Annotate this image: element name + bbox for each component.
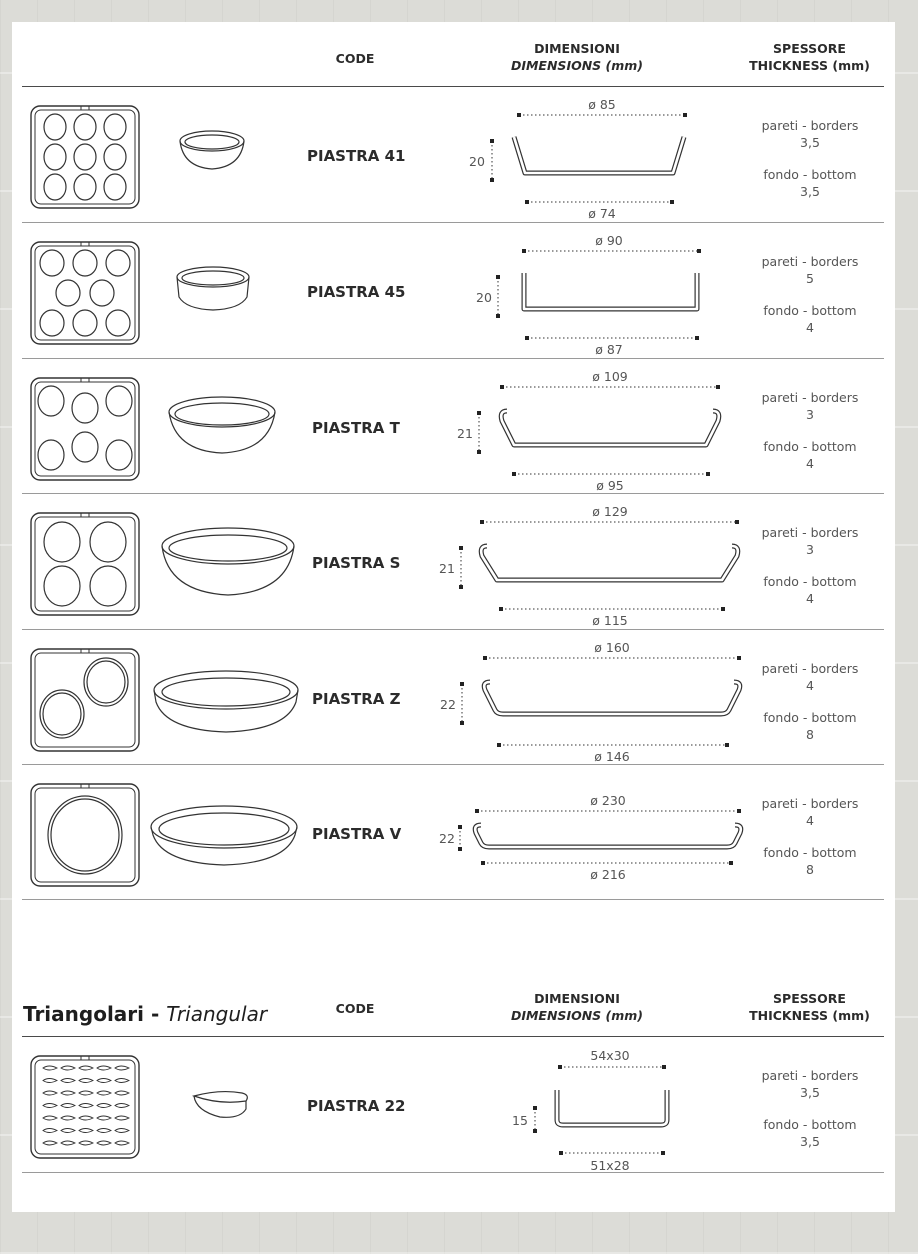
table-header-triangular	[12, 972, 895, 1038]
tart-shell-icon	[167, 395, 277, 457]
top-diameter: ø 85	[588, 97, 616, 112]
borders-label: pareti - borders	[761, 796, 859, 811]
borders-label: pareti - borders	[761, 118, 859, 133]
tart-ring-icon	[149, 803, 299, 871]
thickness-borders	[740, 389, 880, 423]
row-divider	[22, 1172, 884, 1173]
table-row	[12, 630, 895, 765]
table-row	[12, 1037, 895, 1172]
bottom-diameter: ø 74	[588, 206, 616, 221]
tart-shell-icon	[160, 526, 296, 598]
bottom-label: fondo - bottom	[763, 167, 857, 182]
tart-ring-icon	[152, 668, 300, 738]
cross-section-diagram	[467, 231, 727, 356]
product-code: PIASTRA V	[312, 825, 402, 843]
borders-value: 3	[806, 407, 814, 422]
mold-plate-7-icon	[30, 377, 140, 481]
teardrop-cavity-icon	[61, 1104, 75, 1108]
thickness-borders	[740, 253, 880, 287]
thickness-borders	[740, 660, 880, 694]
teardrop-cavity-icon	[79, 1104, 93, 1108]
bottom-label: fondo - bottom	[763, 439, 857, 454]
bottom-label: fondo - bottom	[763, 574, 857, 589]
header-thickness-en: THICKNESS (mm)	[749, 58, 870, 73]
teardrop-cavity-icon	[61, 1091, 75, 1095]
header-thickness	[737, 990, 882, 1024]
teardrop-cavity-icon	[43, 1091, 57, 1095]
header-dimensions	[492, 40, 662, 74]
header-dimensions	[492, 990, 662, 1024]
height-value: 22	[439, 831, 455, 846]
header-thickness-it: SPESSORE	[773, 991, 846, 1006]
teardrop-cavity-icon	[43, 1104, 57, 1108]
table-row	[12, 765, 895, 900]
bottom-label: fondo - bottom	[763, 845, 857, 860]
product-code: PIASTRA Z	[312, 690, 401, 708]
borders-value: 3,5	[800, 135, 820, 150]
section-title	[23, 1002, 267, 1026]
thickness-bottom	[740, 844, 880, 878]
mold-plate-9-icon	[30, 105, 140, 209]
bottom-diameter: ø 95	[596, 478, 624, 493]
thickness-bottom	[740, 709, 880, 743]
table-header	[12, 22, 895, 88]
bottom-label: fondo - bottom	[763, 710, 857, 725]
borders-value: 4	[806, 813, 814, 828]
teardrop-cavity-icon	[79, 1116, 93, 1120]
header-dimensions-it: DIMENSIONI	[534, 991, 620, 1006]
teardrop-cavity-icon	[61, 1079, 75, 1083]
mold-plate-4-icon	[30, 512, 140, 616]
mold-plate-8-icon	[30, 241, 140, 345]
top-diameter: ø 129	[592, 504, 628, 519]
mold-plate-2-icon	[30, 648, 140, 752]
top-diameter: ø 90	[595, 233, 623, 248]
bottom-label: fondo - bottom	[763, 303, 857, 318]
cross-section-diagram	[497, 1045, 697, 1173]
height-value: 20	[476, 290, 492, 305]
height-value: 20	[469, 154, 485, 169]
borders-value: 3,5	[800, 1085, 820, 1100]
teardrop-cavity-icon	[43, 1079, 57, 1083]
thickness-borders	[740, 524, 880, 558]
height-value: 15	[512, 1113, 528, 1128]
teardrop-cavity-icon	[97, 1091, 111, 1095]
borders-value: 4	[806, 678, 814, 693]
bottom-dimension: 51x28	[590, 1158, 630, 1173]
teardrop-cavity-icon	[115, 1129, 129, 1133]
height-value: 21	[457, 426, 473, 441]
bottom-label: fondo - bottom	[763, 1117, 857, 1132]
teardrop-cavity-icon	[43, 1116, 57, 1120]
borders-label: pareti - borders	[761, 1068, 859, 1083]
teardrop-cavity-icon	[79, 1066, 93, 1070]
teardrop-cavity-icon	[115, 1116, 129, 1120]
thickness-bottom	[740, 166, 880, 200]
thickness-bottom	[740, 573, 880, 607]
teardrop-cavity-icon	[43, 1141, 57, 1145]
bottom-value: 3,5	[800, 1134, 820, 1149]
header-thickness-it: SPESSORE	[773, 41, 846, 56]
teardrop-cavity-icon	[61, 1066, 75, 1070]
thickness-borders	[740, 117, 880, 151]
cross-section-diagram	[427, 773, 747, 898]
header-code: CODE	[335, 51, 375, 66]
header-thickness-en: THICKNESS (mm)	[749, 1008, 870, 1023]
mold-plate-1-icon	[30, 783, 140, 887]
tart-shell-icon	[177, 129, 247, 179]
section-title-it: Triangolari -	[23, 1002, 167, 1026]
bottom-value: 8	[806, 727, 814, 742]
teardrop-cavity-icon	[115, 1066, 129, 1070]
cross-section-diagram	[427, 502, 747, 627]
header-dimensions-en: DIMENSIONS (mm)	[510, 58, 644, 73]
borders-label: pareti - borders	[761, 254, 859, 269]
bottom-value: 3,5	[800, 184, 820, 199]
table-row	[12, 359, 895, 494]
borders-label: pareti - borders	[761, 525, 859, 540]
table-row	[12, 494, 895, 629]
tart-ring-icon	[174, 265, 252, 315]
bottom-value: 8	[806, 862, 814, 877]
bottom-diameter: ø 87	[595, 342, 623, 357]
teardrop-cavity-icon	[43, 1066, 57, 1070]
header-dimensions-en: DIMENSIONS (mm)	[510, 1008, 644, 1023]
cross-section-diagram	[427, 638, 747, 763]
teardrop-cavity-icon	[115, 1104, 129, 1108]
teardrop-cavity-icon	[97, 1079, 111, 1083]
mold-plate-triangular-icon	[30, 1055, 140, 1159]
teardrop-cavity-icon	[61, 1141, 75, 1145]
cross-section-diagram	[450, 367, 740, 492]
table-row	[12, 87, 895, 222]
section-title-en: Triangular	[166, 1002, 268, 1026]
teardrop-cavity-icon	[79, 1141, 93, 1145]
height-value: 22	[440, 697, 456, 712]
teardrop-cavity-icon	[97, 1116, 111, 1120]
table-row	[12, 223, 895, 358]
teardrop-cavity-icon	[115, 1079, 129, 1083]
product-code: PIASTRA S	[312, 554, 401, 572]
thickness-borders	[740, 1067, 880, 1101]
top-diameter: ø 160	[594, 640, 630, 655]
borders-value: 3	[806, 542, 814, 557]
bottom-value: 4	[806, 456, 814, 471]
thickness-borders	[740, 795, 880, 829]
product-code: PIASTRA 22	[307, 1097, 406, 1115]
product-code: PIASTRA 45	[307, 283, 406, 301]
height-value: 21	[439, 561, 455, 576]
header-thickness	[737, 40, 882, 74]
teardrop-cavity-icon	[43, 1129, 57, 1133]
bottom-diameter: ø 146	[594, 749, 630, 764]
teardrop-cavity-icon	[61, 1116, 75, 1120]
teardrop-cavity-icon	[97, 1129, 111, 1133]
teardrop-cavity-icon	[79, 1079, 93, 1083]
bottom-value: 4	[806, 320, 814, 335]
product-code: PIASTRA 41	[307, 147, 406, 165]
bottom-diameter: ø 216	[590, 867, 626, 882]
teardrop-cavity-icon	[79, 1091, 93, 1095]
borders-label: pareti - borders	[761, 661, 859, 676]
teardrop-cavity-icon	[61, 1129, 75, 1133]
borders-label: pareti - borders	[761, 390, 859, 405]
thickness-bottom	[740, 438, 880, 472]
thickness-bottom	[740, 302, 880, 336]
header-dimensions-it: DIMENSIONI	[534, 41, 620, 56]
top-dimension: 54x30	[590, 1048, 630, 1063]
teardrop-cavity-icon	[97, 1104, 111, 1108]
teardrop-cavity-icon	[97, 1066, 111, 1070]
top-diameter: ø 230	[590, 793, 626, 808]
header-code: CODE	[335, 1001, 375, 1016]
teardrop-cavity-icon	[115, 1141, 129, 1145]
product-sheet	[12, 22, 895, 1212]
teardrop-cavity-icon	[115, 1091, 129, 1095]
teardrop-tart-icon	[190, 1087, 252, 1123]
product-code: PIASTRA T	[312, 419, 400, 437]
bottom-value: 4	[806, 591, 814, 606]
teardrop-cavity-icon	[79, 1129, 93, 1133]
row-divider	[22, 899, 884, 900]
borders-value: 5	[806, 271, 814, 286]
cross-section-diagram	[467, 95, 727, 220]
teardrop-cavity-icon	[97, 1141, 111, 1145]
bottom-diameter: ø 115	[592, 613, 628, 628]
thickness-bottom	[740, 1116, 880, 1150]
top-diameter: ø 109	[592, 369, 628, 384]
